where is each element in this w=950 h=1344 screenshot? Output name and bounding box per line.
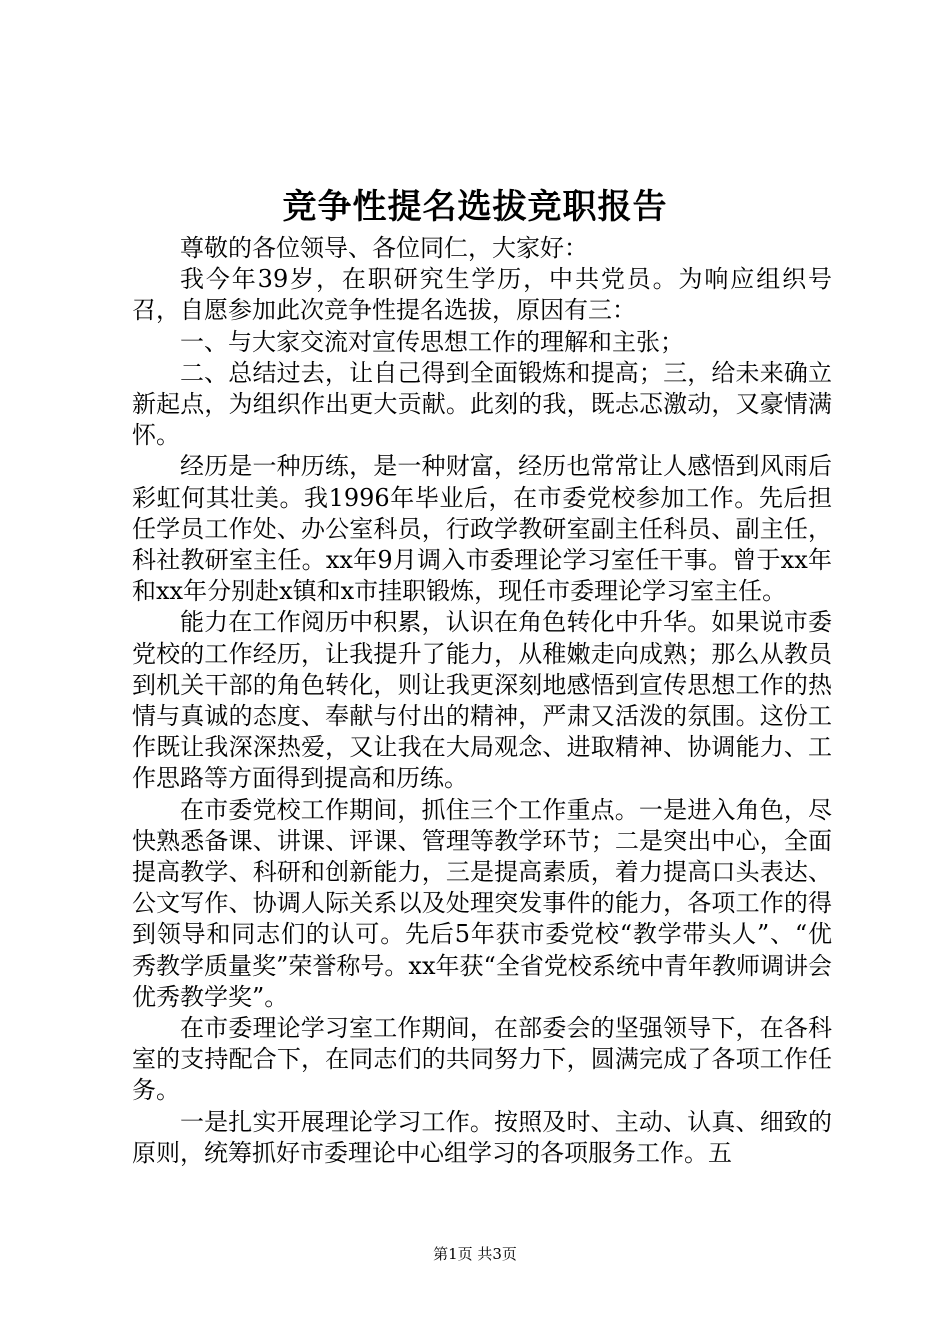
paragraph: 在市委理论学习室工作期间，在部委会的坚强领导下，在各科室的支持配合下，在同志们的共同努力下，圆满完成了各项工作任务。	[132, 1014, 832, 1105]
document-title: 竞争性提名选拔竞职报告	[282, 187, 668, 227]
document-body	[132, 233, 832, 1169]
paragraph: 经历是一种历练，是一种财富，经历也常常让人感悟到风雨后彩虹何其壮美。我1996年毕业后，在市委党校参加工作。先后担任学员工作处、办公室科员，行政学教研室副主任科员、副主任，科社教研室主任。xx年9月调入市委理论学习室任干事。曾于xx年和xx年分别赴x镇和x市挂职锻炼，现任市委理论学习室主任。	[132, 452, 832, 606]
paragraph: 在市委党校工作期间，抓住三个工作重点。一是进入角色，尽快熟悉备课、讲课、评课、管理等教学环节；二是突出中心，全面提高教学、科研和创新能力，三是提高素质，着力提高口头表达、公文写作、协调人际关系以及处理突发事件的能力，各项工作的得到领导和同志们的认可。先后5年获市委党校“教学带头人”、“优秀教学质量奖”荣誉称号。xx年获“全省党校系统中青年教师调讲会优秀教学奖”。	[132, 795, 832, 1011]
paragraph: 能力在工作阅历中积累，认识在角色转化中升华。如果说市委党校的工作经历，让我提升了能力，从稚嫩走向成熟；那么从教员到机关干部的角色转化，则让我更深刻地感悟到宣传思想工作的热情与真诚的态度、奉献与付出的精神，严肃又活泼的氛围。这份工作既让我深深热爱，又让我在大局观念、进取精神、协调能力、工作思路等方面得到提高和历练。	[132, 608, 832, 793]
paragraph: 一是扎实开展理论学习工作。按照及时、主动、认真、细致的原则，统筹抓好市委理论中心组学习的各项服务工作。五	[132, 1107, 832, 1167]
paragraph: 一、与大家交流对宣传思想工作的理解和主张；	[180, 327, 684, 356]
page-number-footer: 第1页 共3页	[433, 1245, 517, 1263]
paragraph: 尊敬的各位领导、各位同仁，大家好：	[180, 234, 588, 262]
paragraph: 二、总结过去，让自己得到全面锻炼和提高；三，给未来确立新起点，为组织作出更大贡献。此刻的我，既忐忑激动，又豪情满怀。	[132, 358, 832, 450]
paragraph: 我今年39岁，在职研究生学历，中共党员。为响应组织号召，自愿参加此次竞争性提名选拔，原因有三：	[132, 265, 832, 325]
